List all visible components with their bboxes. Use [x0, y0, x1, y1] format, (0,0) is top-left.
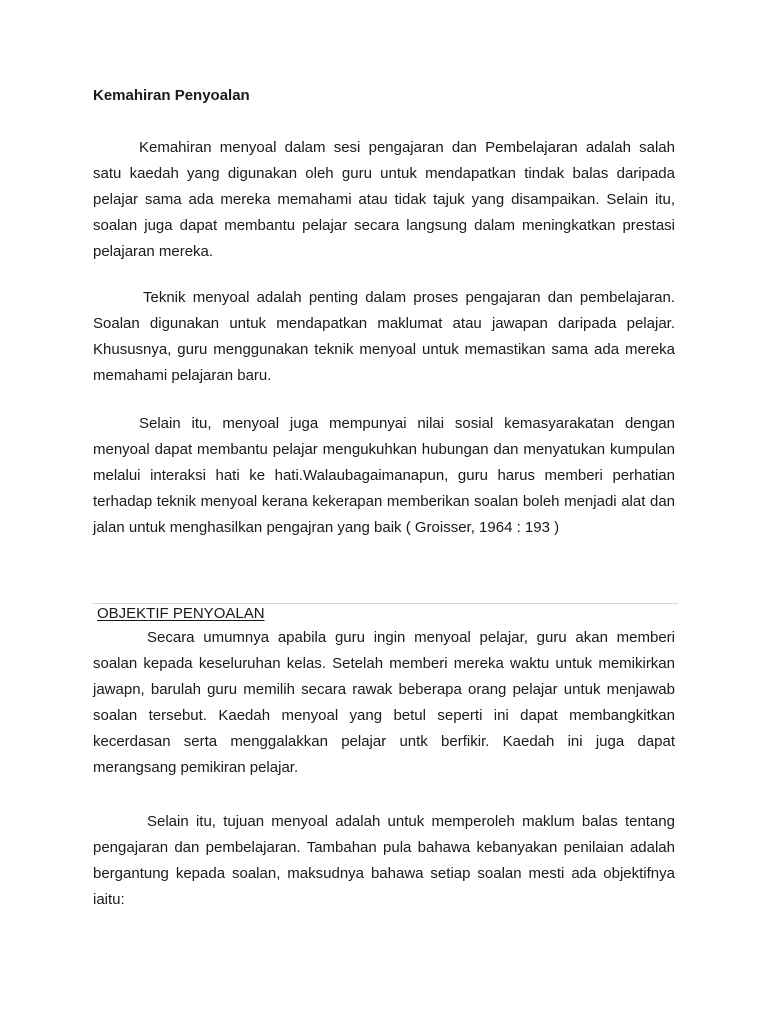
document-page: [93, 0, 675, 1024]
paragraph-secara-umumnya: Secara umumnya apabila guru ingin menyoal pelajar, guru akan memberi soalan kepada keseluruhan kelas. Setelah memberi mereka waktu untuk memikirkan jawapn, barulah guru memilih secara rawak beberapa orang pelajar untuk menjawab soalan tersebut. Kaedah menyoal yang betul seperti ini dapat membangkitkan kecerdasan serta menggalakkan pelajar untk berfikir. Kaedah ini juga dapat merangsang pemikiran pelajar.: [93, 629, 675, 776]
section-heading-objektif: OBJEKTIF PENYOALAN: [97, 605, 265, 622]
document-title: Kemahiran Penyoalan: [93, 87, 250, 104]
paragraph-tujuan-menyoal: Selain itu, tujuan menyoal adalah untuk memperoleh maklum balas tentang pengajaran dan pembelajaran. Tambahan pula bahawa kebanyakan penilaian adalah bergantung kepada soalan, maksudnya bahawa setiap soalan mesti ada objektifnya iaitu:: [93, 813, 675, 908]
paragraph-kemahiran-menyoal: Kemahiran menyoal dalam sesi pengajaran dan Pembelajaran adalah salah satu kaedah yang digunakan oleh guru untuk mendapatkan tindak balas daripada pelajar sama ada mereka memahami atau tidak tajuk yang disampaikan. Selain itu, soalan juga dapat membantu pelajar secara langsung dalam meningkatkan prestasi pelajaran mereka.: [93, 139, 675, 260]
paragraph-nilai-sosial: Selain itu, menyoal juga mempunyai nilai sosial kemasyarakatan dengan menyoal dapat membantu pelajar mengukuhkan hubungan dan menyatukan kumpulan melalui interaksi hati ke hati.Walaubagaimanapun, guru harus memberi perhatian terhadap teknik menyoal kerana kekerapan memberikan soalan boleh menjadi alat dan jalan untuk menghasilkan pengajran yang baik ( Groisser, 1964 : 193 ): [93, 415, 675, 536]
paragraph-teknik-menyoal: Teknik menyoal adalah penting dalam proses pengajaran dan pembelajaran. Soalan digunakan untuk mendapatkan maklumat atau jawapan daripada pelajar. Khususnya, guru menggunakan teknik menyoal untuk memastikan sama ada mereka memahami pelajaran baru.: [93, 289, 675, 384]
